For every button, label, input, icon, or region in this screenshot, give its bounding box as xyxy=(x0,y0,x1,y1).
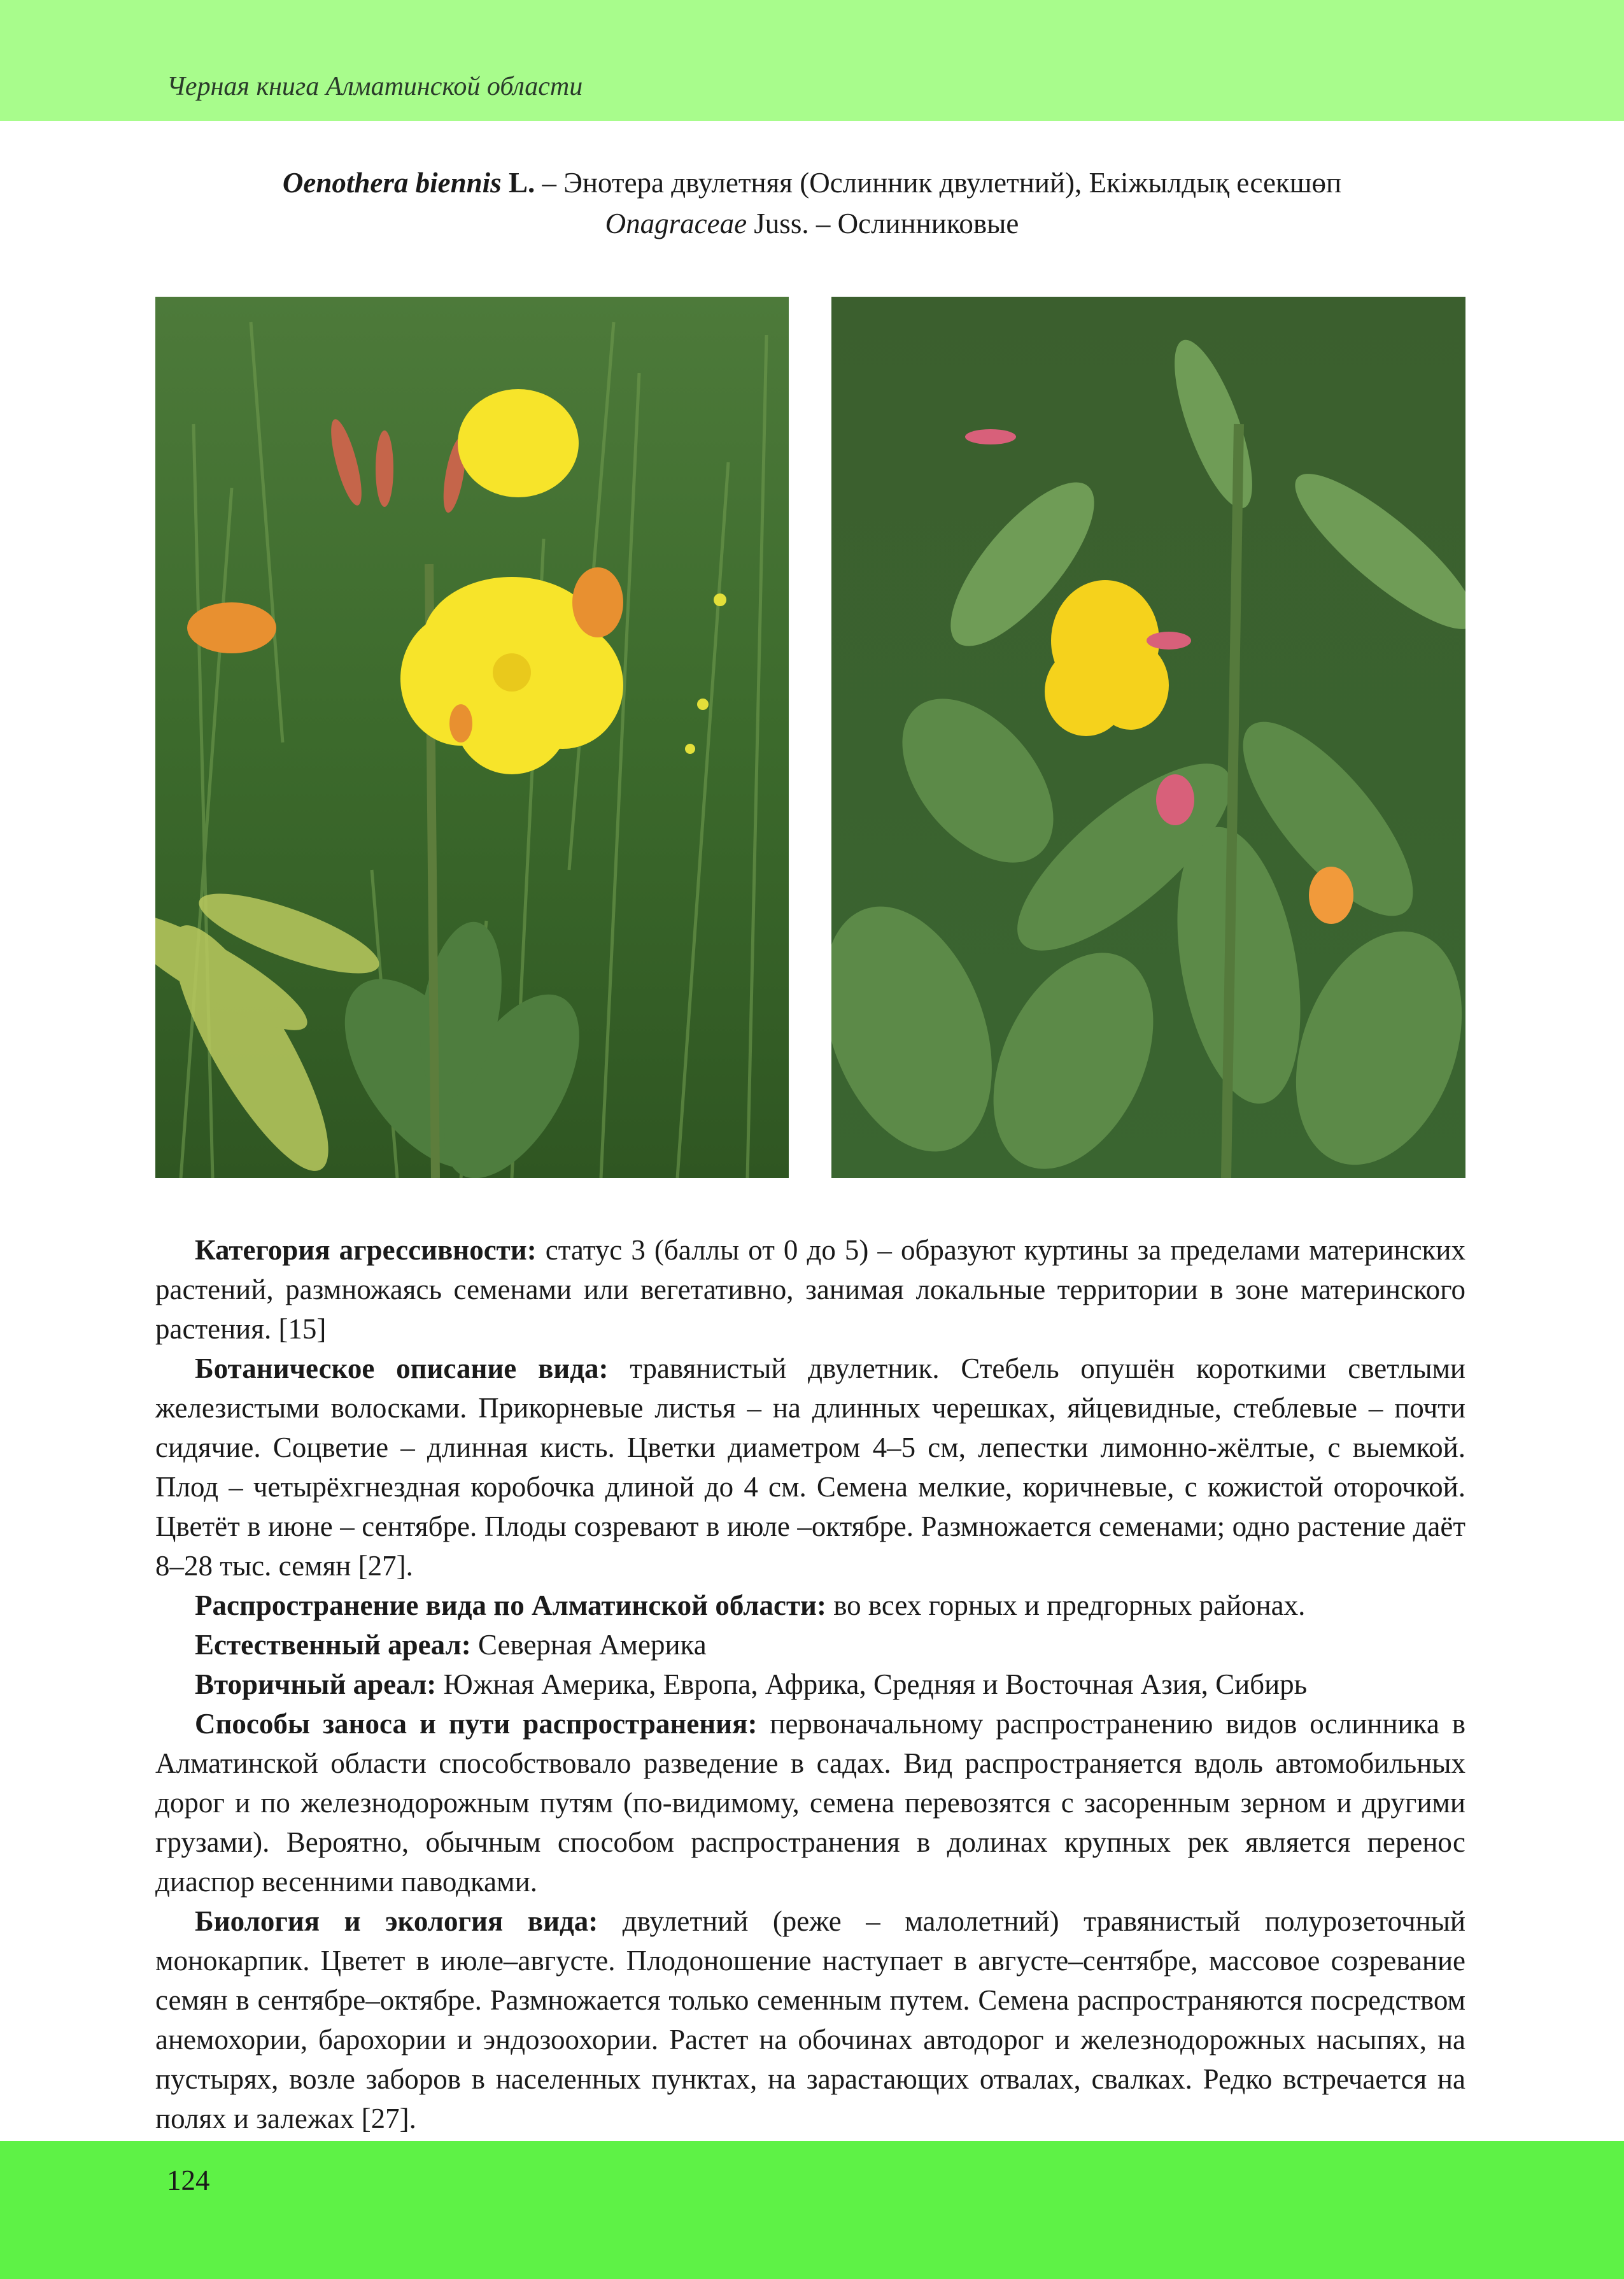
section-label: Биология и экология вида: xyxy=(195,1905,598,1937)
section-label: Ботаническое описание вида: xyxy=(195,1352,609,1384)
plant-photo-right xyxy=(831,297,1465,1178)
species-title xyxy=(0,162,1624,244)
section-label: Категория агрессивности: xyxy=(195,1234,537,1266)
section-distribution xyxy=(155,1586,1465,1625)
section-botanical-description xyxy=(155,1349,1465,1586)
section-native-range xyxy=(155,1625,1465,1665)
plant-photo-left xyxy=(155,297,789,1178)
section-label: Распространение вида по Алматинской области: xyxy=(195,1589,826,1621)
common-names: – Энотера двулетняя (Ослинник двулетний), Екіжылдық есекшөп xyxy=(535,167,1342,199)
section-text: двулетний (реже – малолетний) травянистый полурозеточный монокарпик. Цветет в июле–августе. Плодоношение наступает в августе–сентябре, массовое созревание семян в сентябре–октябре. Размножается только семенным путем. Семена распространяются посредством анемохории, барохории и эндозоохории. Растет на обочинах автодорог и железнодорожных насыпях, на пустырях, возле заборов в населенных пунктах, на зарастающих отвалах, свалках. Редко встречается на полях и залежах [27]. xyxy=(155,1905,1465,2134)
family-latin: Onagraceae xyxy=(605,208,747,239)
species-description xyxy=(155,1230,1465,2138)
latin-name: Oenothera biennis xyxy=(282,167,502,199)
family-author: Juss. xyxy=(747,208,809,239)
section-label: Вторичный ареал: xyxy=(195,1668,437,1700)
footer-band xyxy=(0,2141,1624,2279)
species-title-line-2 xyxy=(0,203,1624,244)
section-text: первоначальному распространению видов ослинника в Алматинской области способствовало разведение в садах. Вид распространяется вдоль автомобильных дорог и по железнодорожным путям (по-видимому, семена перевозятся с засоренным зерном и другими грузами). Вероятно, обычным способом распространения в долинах крупных рек является перенос диаспор весенними паводками. xyxy=(155,1708,1465,1898)
section-text: во всех горных и предгорных районах. xyxy=(826,1589,1306,1621)
family-common: – Ослинниковые xyxy=(808,208,1019,239)
section-label: Способы заноса и пути распространения: xyxy=(195,1708,758,1740)
header-band xyxy=(0,0,1624,121)
page-number: 124 xyxy=(167,2164,210,2196)
latin-author: L. xyxy=(508,167,535,199)
section-text: травянистый двулетник. Стебель опушён короткими светлыми железистыми волосками. Прикорневые листья – на длинных черешках, яйцевидные, стеблевые – почти сидячие. Соцветие – длинная кисть. Цветки диаметром 4–5 см, лепестки лимонно-жёлтые, с выемкой. Плод – четырёхгнездная коробочка длиной до 4 см. Семена мелкие, коричневые, с кожистой оторочкой. Цветёт в июне – сентябре. Плоды созревают в июле –октябре. Размножается семенами; одно растение даёт 8–28 тыс. семян [27]. xyxy=(155,1352,1465,1582)
section-introduction-pathways xyxy=(155,1704,1465,1901)
running-header: Черная книга Алматинской области xyxy=(167,72,583,101)
section-biology-ecology xyxy=(155,1901,1465,2138)
section-label: Естественный ареал: xyxy=(195,1629,471,1661)
species-title-line-1 xyxy=(0,162,1624,203)
section-secondary-range xyxy=(155,1665,1465,1704)
section-text: Северная Америка xyxy=(470,1629,707,1661)
section-text: Южная Америка, Европа, Африка, Средняя и Восточная Азия, Сибирь xyxy=(436,1668,1308,1700)
section-text: статус 3 (баллы от 0 до 5) – образуют куртины за пределами материнских растений, размножаясь семенами или вегетативно, занимая локальные территории в зоне материнского растения. [15] xyxy=(155,1234,1465,1345)
section-aggressiveness xyxy=(155,1230,1465,1349)
